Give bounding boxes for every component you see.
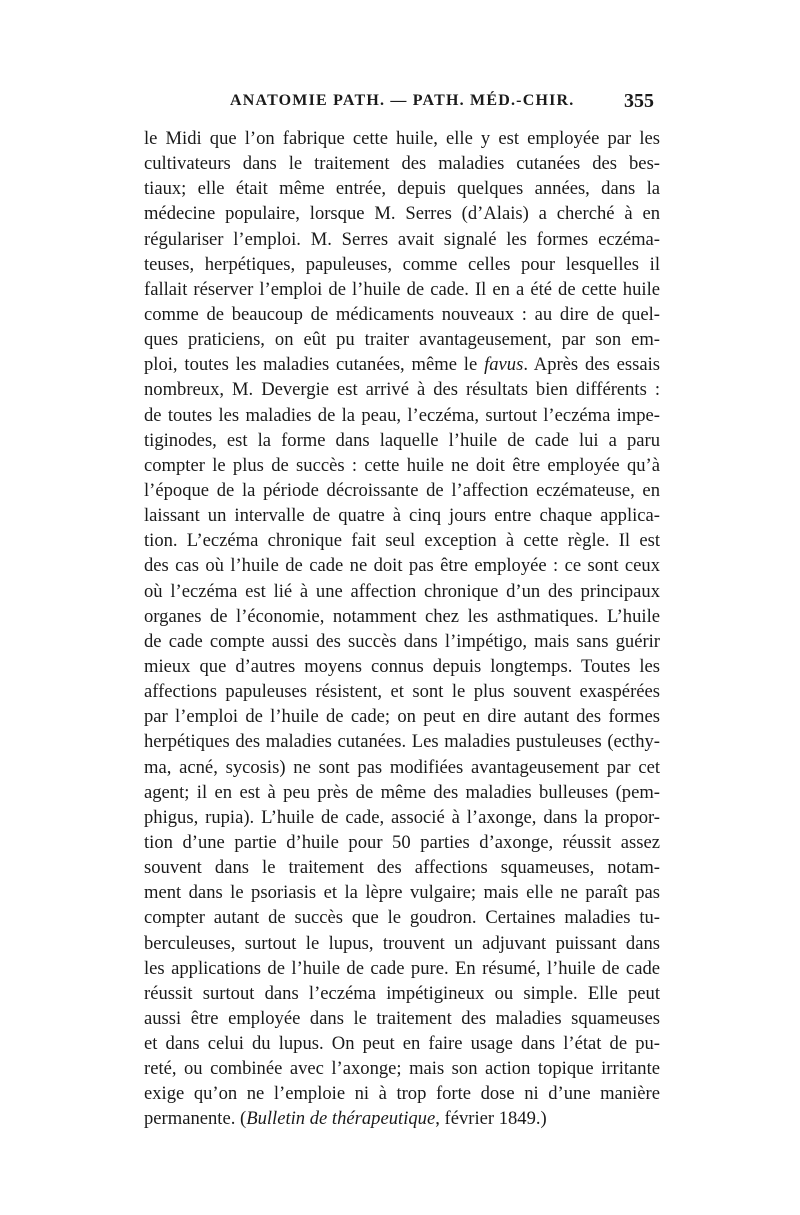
- text-line: de cade compte aussi des succès dans l’impétigo, mais sans guérir: [144, 630, 660, 652]
- body-text: [144, 126, 660, 1132]
- text-line: laissant un intervalle de quatre à cinq jours entre chaque applica-: [144, 505, 660, 527]
- text-line: [144, 1106, 660, 1131]
- text-line: agent; il en est à peu près de même des maladies bulleuses (pem-: [144, 781, 660, 803]
- text-line: réussit surtout dans l’eczéma impétigineux ou simple. Elle peut: [144, 982, 660, 1004]
- italic-term-favus: favus: [484, 354, 524, 376]
- text-line: cultivateurs dans le traitement des maladies cutanées des bes-: [144, 153, 660, 175]
- text-line: tion. L’eczéma chronique fait seul exception à cette règle. Il est: [144, 530, 660, 552]
- text-line: nombreux, M. Devergie est arrivé à des résultats bien différents :: [144, 379, 660, 401]
- text-line: compter autant de succès que le goudron. Certaines maladies tu-: [144, 907, 660, 929]
- text-line: ma, acné, sycosis) ne sont pas modifiées avantageusement par cet: [144, 756, 660, 778]
- text-line: l’époque de la période décroissante de l’affection eczémateuse, en: [144, 479, 660, 501]
- text-line: compter le plus de succès : cette huile ne doit être employée qu’à: [144, 454, 660, 476]
- text-line: affections papuleuses résistent, et sont le plus souvent exaspérées: [144, 681, 660, 703]
- running-header: [140, 92, 660, 122]
- text-line: organes de l’économie, notamment chez les asthmatiques. L’huile: [144, 605, 660, 627]
- text-line: berculeuses, surtout le lupus, trouvent un adjuvant puissant dans: [144, 932, 660, 954]
- text-line: de toutes les maladies de la peau, l’eczéma, surtout l’eczéma impe-: [144, 404, 660, 426]
- text-line: ques praticiens, on eût pu traiter avantageusement, par son em-: [144, 329, 660, 351]
- text-line: tion d’une partie d’huile pour 50 parties d’axonge, réussit assez: [144, 831, 660, 853]
- page-number: 355: [624, 90, 654, 112]
- citation-journal: Bulletin de thérapeutique: [246, 1108, 436, 1130]
- text-line: tiaux; elle était même entrée, depuis quelques années, dans la: [144, 178, 660, 200]
- text-line: où l’eczéma est lié à une affection chronique d’un des principaux: [144, 580, 660, 602]
- running-title: ANATOMIE PATH. — PATH. MÉD.-CHIR.: [230, 92, 575, 109]
- text-line: [144, 352, 660, 377]
- text-line: ment dans le psoriasis et la lèpre vulgaire; mais elle ne paraît pas: [144, 882, 660, 904]
- text-line: les applications de l’huile de cade pure. En résumé, l’huile de cade: [144, 957, 660, 979]
- text-line: régulariser l’emploi. M. Serres avait signalé les formes eczéma-: [144, 228, 660, 250]
- text-line: souvent dans le traitement des affections squameuses, notam-: [144, 857, 660, 879]
- text-line: teuses, herpétiques, papuleuses, comme celles pour lesquelles il: [144, 253, 660, 275]
- text-line: tiginodes, est la forme dans laquelle l’huile de cade lui a paru: [144, 429, 660, 451]
- text-line: exige qu’on ne l’emploie ni à trop forte dose ni d’une manière: [144, 1083, 660, 1105]
- text-line: et dans celui du lupus. On peut en faire usage dans l’état de pu-: [144, 1033, 660, 1055]
- text-line: aussi être employée dans le traitement des maladies squameuses: [144, 1007, 660, 1029]
- text-line: phigus, rupia). L’huile de cade, associé à l’axonge, dans la propor-: [144, 806, 660, 828]
- text-line: reté, ou combinée avec l’axonge; mais son action topique irritante: [144, 1058, 660, 1080]
- citation-date: , février 1849.): [435, 1108, 547, 1130]
- text-line: des cas où l’huile de cade ne doit pas être employée : ce sont ceux: [144, 555, 660, 577]
- text-line: mieux que d’autres moyens connus depuis longtemps. Toutes les: [144, 655, 660, 677]
- text-line: herpétiques des maladies cutanées. Les maladies pustuleuses (ecthy-: [144, 731, 660, 753]
- text-line: comme de beaucoup de médicaments nouveaux : au dire de quel-: [144, 303, 660, 325]
- text-line: fallait réserver l’emploi de l’huile de cade. Il en a été de cette huile: [144, 278, 660, 300]
- text-segment: permanente. (: [144, 1108, 247, 1130]
- text-segment: . Après des essais: [523, 354, 660, 376]
- text-line: médecine populaire, lorsque M. Serres (d’Alais) a cherché à en: [144, 203, 660, 225]
- text-line: par l’emploi de l’huile de cade; on peut en dire autant des formes: [144, 706, 660, 728]
- text-segment: ploi, toutes les maladies cutanées, même le: [144, 354, 485, 376]
- text-line: le Midi que l’on fabrique cette huile, elle y est employée par les: [144, 128, 660, 149]
